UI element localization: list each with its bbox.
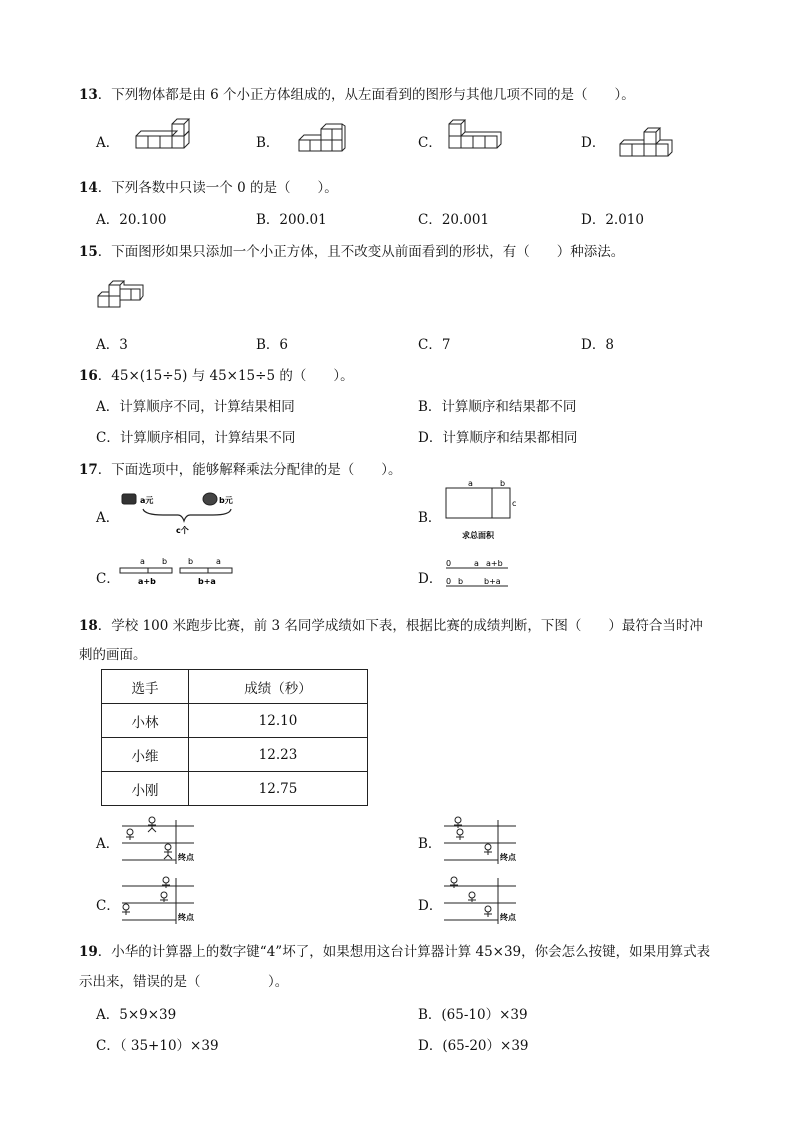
seg-a-label: a — [140, 557, 145, 566]
nl1-sum-label: a+b — [486, 559, 503, 568]
player-cell: 小刚 — [102, 772, 189, 806]
score-cell: 12.75 — [189, 772, 368, 806]
question-text: ．下面图形如果只添加一个小正方体，且不改变从前面看到的形状，有（ ）种添法。 — [97, 244, 625, 260]
header-player: 选手 — [102, 670, 189, 704]
option-c[interactable]: C． — [96, 898, 120, 914]
question-18-stem-line2: 刺的画面。 — [79, 647, 147, 663]
question-text: ．下面选项中，能够解释乘法分配律的是（ ）。 — [97, 462, 402, 478]
question-19-stem-line2: 示出来，错误的是（ ）。 — [79, 974, 289, 990]
cube-figure-b — [297, 122, 347, 158]
table-row — [102, 772, 368, 806]
figure-goods-prices — [118, 488, 248, 538]
cube-figure-q15 — [96, 276, 146, 312]
finish-label: 终点 — [500, 913, 516, 922]
option-a[interactable]: A．20.100 — [96, 212, 167, 228]
option-a[interactable]: A．3 — [96, 337, 128, 353]
scores-table — [101, 669, 368, 806]
option-a[interactable]: A．5×9×39 — [96, 1007, 177, 1023]
question-number: 14 — [79, 180, 98, 196]
figure-rectangle-area — [440, 480, 530, 542]
option-c[interactable]: C． — [418, 135, 442, 151]
option-b[interactable]: B．计算顺序和结果都不同 — [418, 399, 577, 415]
question-number: 19 — [79, 944, 98, 960]
cube-figure-c — [447, 120, 503, 154]
option-a[interactable]: A． — [96, 836, 120, 852]
nl2-sum-label: b+a — [484, 577, 501, 586]
question-text: ．下列物体都是由 6 个小正方体组成的，从左面看到的图形与其他几项不同的是（ ）。 — [97, 87, 635, 103]
seg-sum2-label: b+a — [198, 577, 216, 586]
side-c-label: c — [512, 499, 517, 508]
race-figure-a — [120, 816, 196, 866]
option-c[interactable]: C．计算顺序相同，计算结果不同 — [96, 430, 296, 446]
score-cell: 12.10 — [189, 704, 368, 738]
price-b-label: b元 — [219, 496, 233, 505]
option-d[interactable]: D．2.010 — [581, 212, 644, 228]
price-a-label: a元 — [140, 496, 154, 505]
option-c[interactable]: C．7 — [418, 337, 451, 353]
nl1-zero-label: 0 — [446, 559, 452, 568]
question-16-stem — [79, 364, 354, 384]
figure-number-lines — [444, 556, 514, 590]
race-figure-b — [442, 816, 518, 866]
option-b[interactable]: B． — [418, 510, 442, 526]
option-b[interactable]: B．6 — [256, 337, 289, 353]
area-caption: 求总面积 — [462, 531, 494, 540]
option-c[interactable]: C．20.001 — [418, 212, 490, 228]
side-a-label: a — [468, 479, 473, 488]
option-a[interactable]: A． — [96, 135, 120, 151]
question-number: 17 — [79, 462, 98, 478]
option-c[interactable]: C．（ 35+10）×39 — [96, 1038, 219, 1054]
cube-figure-a — [134, 122, 190, 156]
option-b[interactable]: B． — [418, 836, 442, 852]
figure-segments — [118, 556, 238, 586]
question-14-stem — [79, 176, 338, 196]
finish-label: 终点 — [178, 913, 194, 922]
option-d[interactable]: D． — [581, 135, 606, 151]
question-number: 15 — [79, 244, 98, 260]
item-a-icon — [122, 494, 136, 504]
header-score: 成绩（秒） — [189, 670, 368, 704]
option-d[interactable]: D． — [418, 898, 443, 914]
question-19-stem-line1 — [79, 940, 710, 960]
finish-label: 终点 — [500, 853, 516, 862]
item-b-icon — [203, 493, 217, 505]
option-d[interactable]: D．8 — [581, 337, 614, 353]
option-b[interactable]: B． — [256, 135, 280, 151]
question-18-stem-line1 — [79, 614, 703, 634]
question-17-stem — [79, 458, 402, 478]
table-row — [102, 704, 368, 738]
question-text: ．45×(15÷5) 与 45×15÷5 的（ ）。 — [97, 368, 354, 384]
question-number: 16 — [79, 368, 98, 384]
player-cell: 小林 — [102, 704, 189, 738]
table-row — [102, 738, 368, 772]
table-header-row — [102, 670, 368, 704]
question-15-stem — [79, 240, 624, 260]
question-text: ．下列各数中只读一个 0 的是（ ）。 — [97, 180, 338, 196]
seg-b2-label: b — [188, 557, 194, 566]
option-b[interactable]: B．200.01 — [256, 212, 327, 228]
nl2-b-label: b — [458, 577, 464, 586]
option-d[interactable]: D．计算顺序和结果都相同 — [418, 430, 578, 446]
seg-a2-label: a — [216, 557, 221, 566]
seg-sum1-label: a+b — [138, 577, 156, 586]
player-cell: 小维 — [102, 738, 189, 772]
option-b[interactable]: B．(65-10）×39 — [418, 1007, 528, 1023]
seg-b-label: b — [162, 557, 168, 566]
score-cell: 12.23 — [189, 738, 368, 772]
count-label: c个 — [176, 526, 189, 535]
side-b-label: b — [500, 479, 506, 488]
finish-label: 终点 — [178, 853, 194, 862]
question-text: ．学校 100 米跑步比赛，前 3 名同学成绩如下表，根据比赛的成绩判断，下图（ ）最符合当时冲 — [97, 618, 703, 634]
option-c[interactable]: C． — [96, 571, 120, 587]
option-a[interactable]: A． — [96, 510, 120, 526]
option-d[interactable]: D． — [418, 571, 443, 587]
question-number: 13 — [79, 87, 98, 103]
option-a[interactable]: A．计算顺序不同，计算结果相同 — [96, 399, 295, 415]
cube-figure-d — [618, 128, 678, 160]
race-figure-d — [442, 876, 518, 926]
nl1-a-label: a — [474, 559, 479, 568]
option-d[interactable]: D．(65-20）×39 — [418, 1038, 529, 1054]
question-number: 18 — [79, 618, 98, 634]
nl2-zero-label: 0 — [446, 577, 452, 586]
question-text: ．小华的计算器上的数字键“4”坏了，如果想用这台计算器计算 45×39，你会怎么按键，如果用算式表 — [97, 944, 711, 960]
question-13-stem — [79, 83, 635, 103]
race-figure-c — [120, 876, 196, 926]
